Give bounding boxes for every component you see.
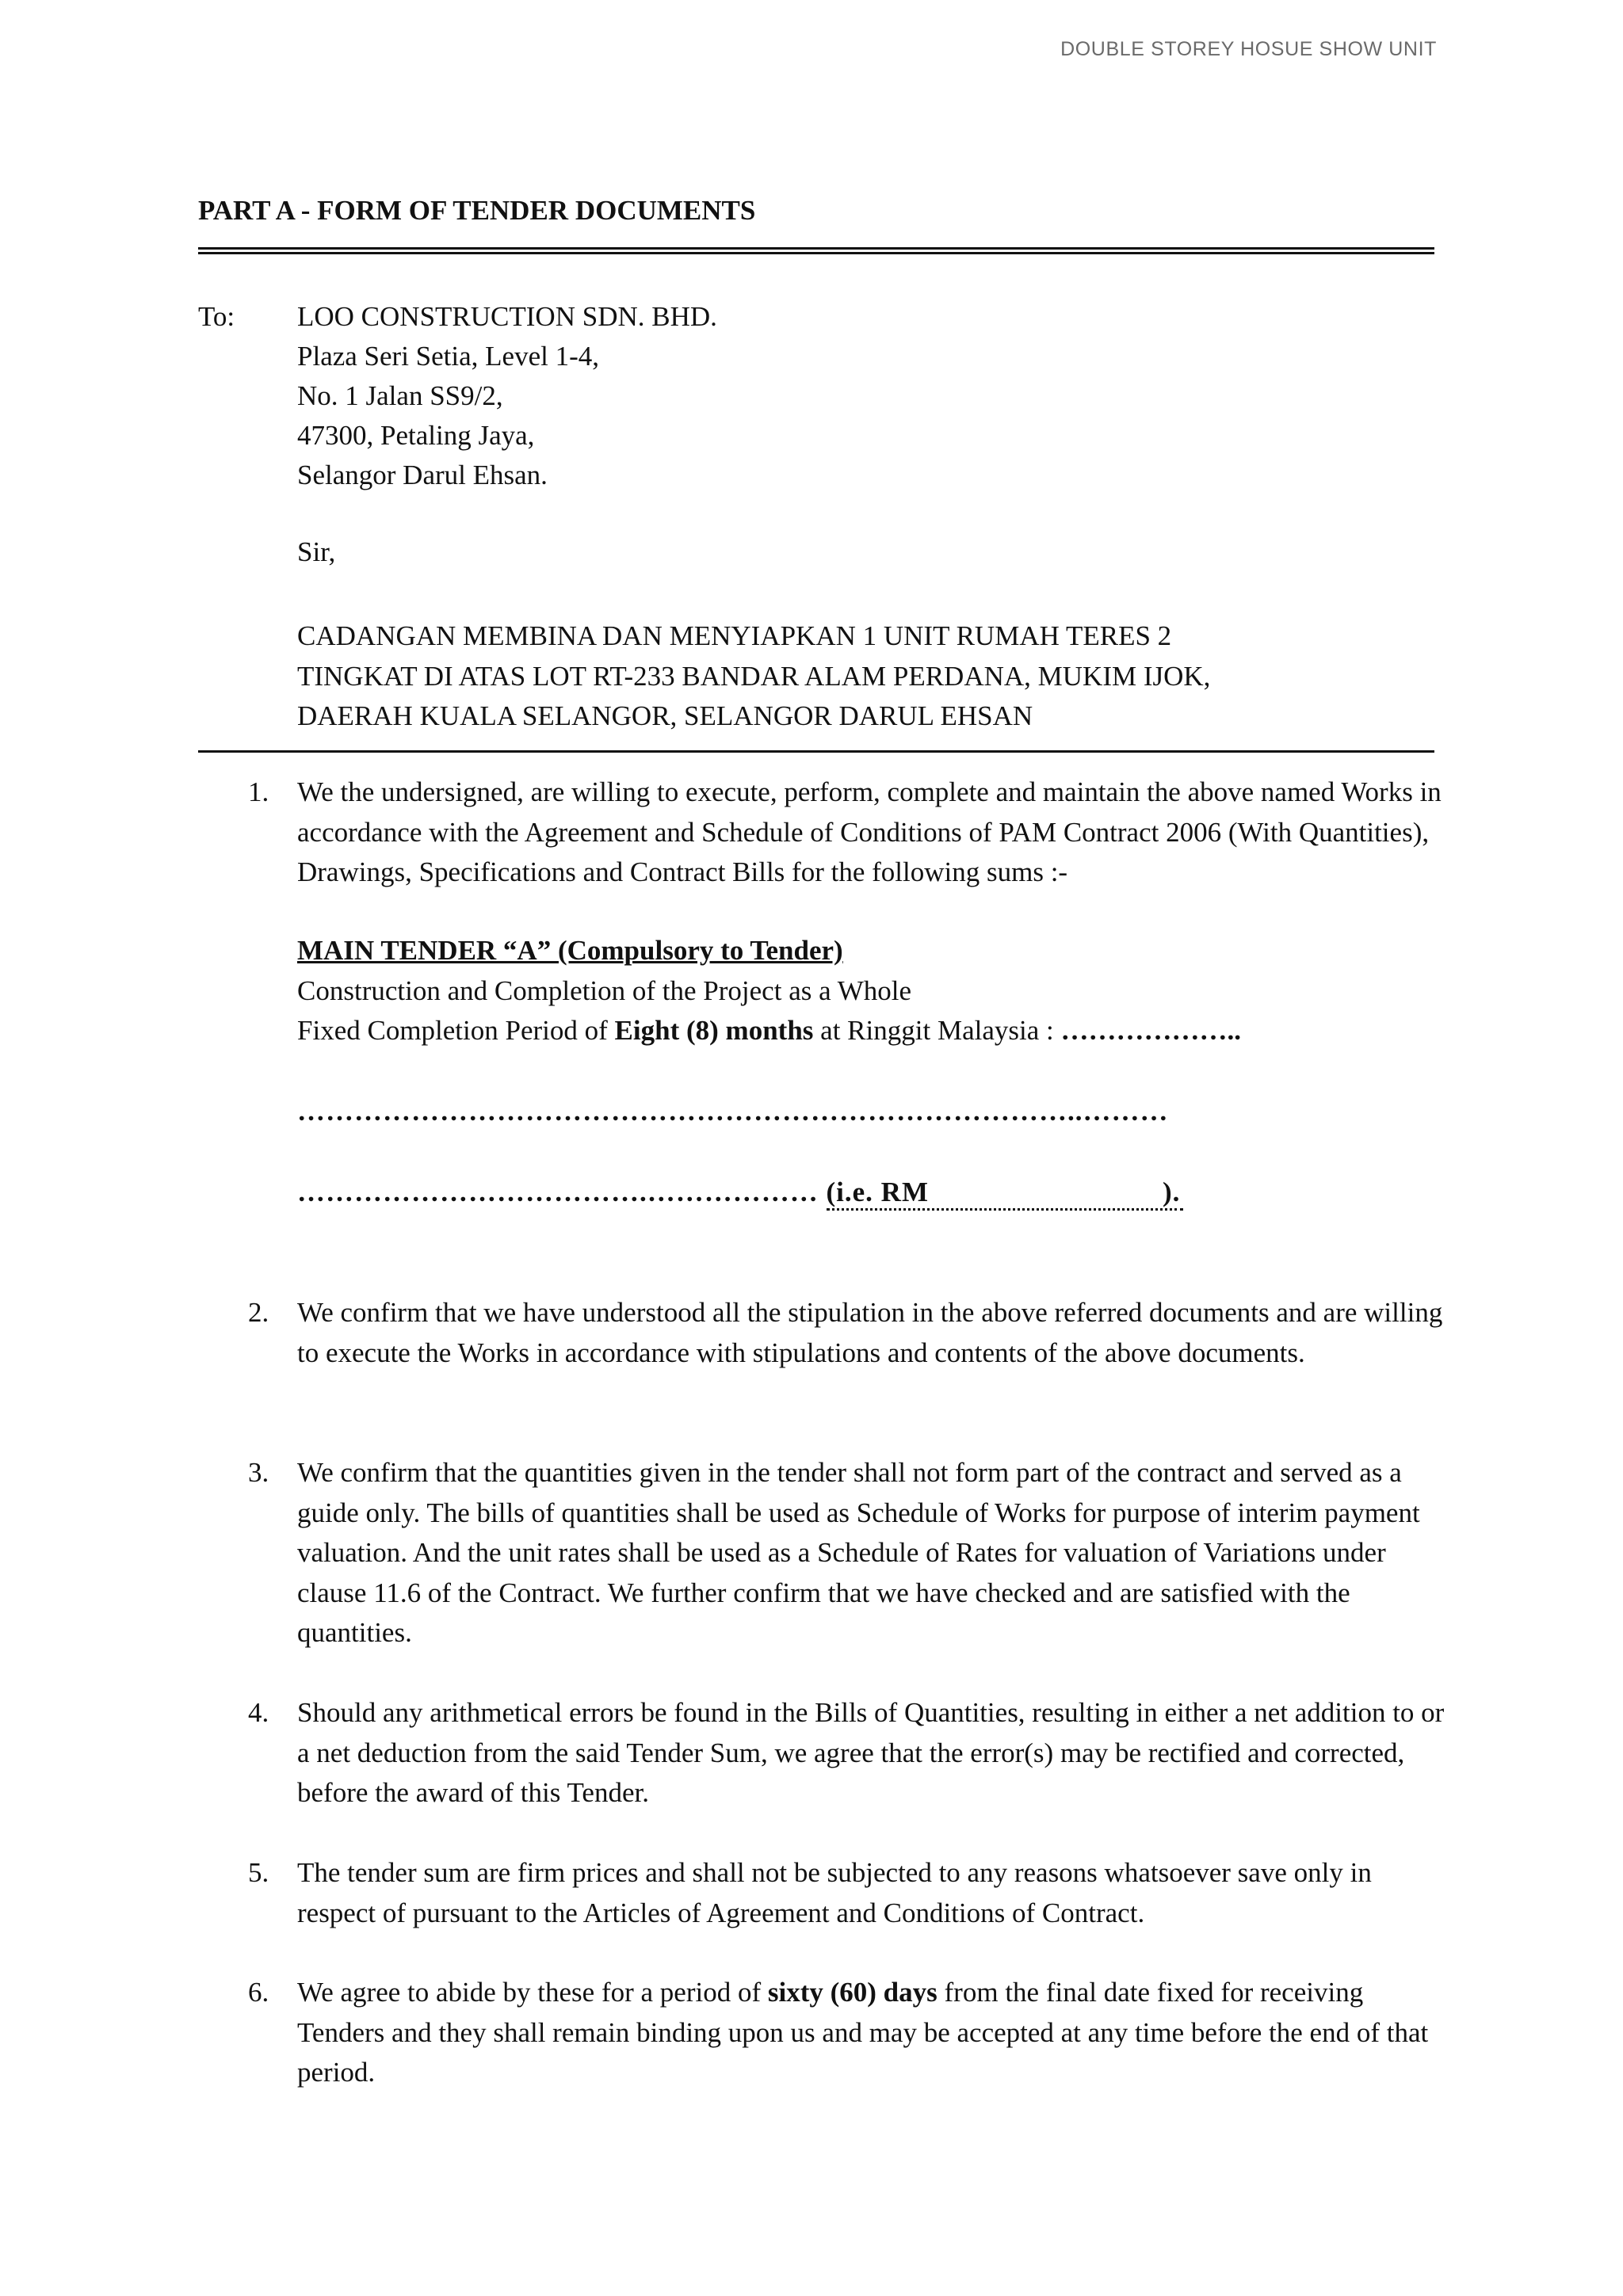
clause-text: We confirm that the quantities given in the tender shall not form part of the contract and served as a guide only. The bills of quantities shall be used as Schedule of Works for purpose of interim payment valuation. And the unit rates shall be used as a Schedule of Rates for valuation of Variations under clause 11.6 of the Contract. We further confirm that we have checked and are satisfied with the quantities. xyxy=(297,1457,1420,1648)
clause-text: We the undersigned, are willing to execute, perform, complete and maintain the above named Works in accordance with the Agreement and Schedule of Conditions of PAM Contract 2006 (With Quantities), Drawings, Specifications and Contract Bills for the following sums :- xyxy=(297,776,1442,887)
main-tender-line2 xyxy=(297,1015,1241,1047)
rm-label: (i.e. RM xyxy=(826,1177,929,1207)
addressee-block xyxy=(297,297,717,495)
running-header: DOUBLE STOREY HOSUE SHOW UNIT xyxy=(1060,38,1437,60)
clause-4 xyxy=(248,1693,1446,1814)
main-tender-heading: MAIN TENDER “A” (Compulsory to Tender) xyxy=(297,935,843,966)
addressee-line: Selangor Darul Ehsan. xyxy=(297,460,548,490)
amount-dots: ……………….. xyxy=(1060,1015,1241,1046)
title-double-rule xyxy=(198,247,1434,254)
subject-rule xyxy=(198,750,1434,753)
rm-amount-field[interactable] xyxy=(827,1177,1184,1211)
clause-2 xyxy=(248,1293,1446,1373)
addressee-line: Plaza Seri Setia, Level 1-4, xyxy=(297,341,599,372)
salutation: Sir, xyxy=(297,536,336,567)
clause-5 xyxy=(248,1853,1446,1933)
validity-period-bold: sixty (60) days xyxy=(767,1977,938,2008)
amount-words-line2 xyxy=(297,1177,1183,1211)
main-tender-line1: Construction and Completion of the Project as a Whole xyxy=(297,975,912,1006)
clause-number: 6. xyxy=(248,1977,269,2008)
clause-text: Should any arithmetical errors be found in the Bills of Quantities, resulting in either a net addition to or a net deduction from the said Tender Sum, we agree that the error(s) may be rectified and corrected, before the award of this Tender. xyxy=(297,1697,1445,1808)
period-text: Fixed Completion Period of xyxy=(297,1015,615,1046)
amount-words-line: ………………………………………………………………………..……… xyxy=(297,1096,1169,1127)
clause-number: 5. xyxy=(248,1857,269,1888)
addressee-line: 47300, Petaling Jaya, xyxy=(297,420,535,451)
addressee-line: No. 1 Jalan SS9/2, xyxy=(297,380,503,411)
clause-text: We agree to abide by these for a period of sixty (60) days from the final date fixed for receiving Tenders and they shall remain binding upon us and may be accepted at any time before the end of that period. xyxy=(297,1977,1429,2088)
clause-number: 1. xyxy=(248,776,269,807)
clause-number: 3. xyxy=(248,1457,269,1488)
period-bold: Eight (8) months xyxy=(614,1015,814,1046)
subject-block xyxy=(297,616,1438,737)
to-label: To: xyxy=(198,301,235,332)
addressee-company: LOO CONSTRUCTION SDN. BHD. xyxy=(297,301,717,332)
clause-text: We confirm that we have understood all the stipulation in the above referred documents and are willing to execute the Works in accordance with stipulations and contents of the above documents. xyxy=(297,1297,1443,1368)
clause-6 xyxy=(248,1973,1446,2093)
page-title: PART A - FORM OF TENDER DOCUMENTS xyxy=(198,195,756,226)
rm-close: ). xyxy=(1162,1177,1181,1207)
subject-line: TINGKAT DI ATAS LOT RT-233 BANDAR ALAM PERDANA, MUKIM IJOK, xyxy=(297,660,1211,692)
subject-line: CADANGAN MEMBINA DAN MENYIAPKAN 1 UNIT RUMAH TERES 2 xyxy=(297,620,1172,651)
clause-text: The tender sum are firm prices and shall not be subjected to any reasons whatsoever save only in respect of pursuant to the Articles of Agreement and Conditions of Contract. xyxy=(297,1857,1372,1928)
clause-number: 4. xyxy=(248,1697,269,1728)
amount-dots2: ……………………………….……………… xyxy=(297,1177,827,1207)
clause-number: 2. xyxy=(248,1297,269,1328)
subject-line: DAERAH KUALA SELANGOR, SELANGOR DARUL EHSAN xyxy=(297,700,1033,731)
clause-1 xyxy=(248,772,1446,893)
ringgit-text: at Ringgit Malaysia : xyxy=(813,1015,1061,1046)
clause-3 xyxy=(248,1453,1446,1653)
